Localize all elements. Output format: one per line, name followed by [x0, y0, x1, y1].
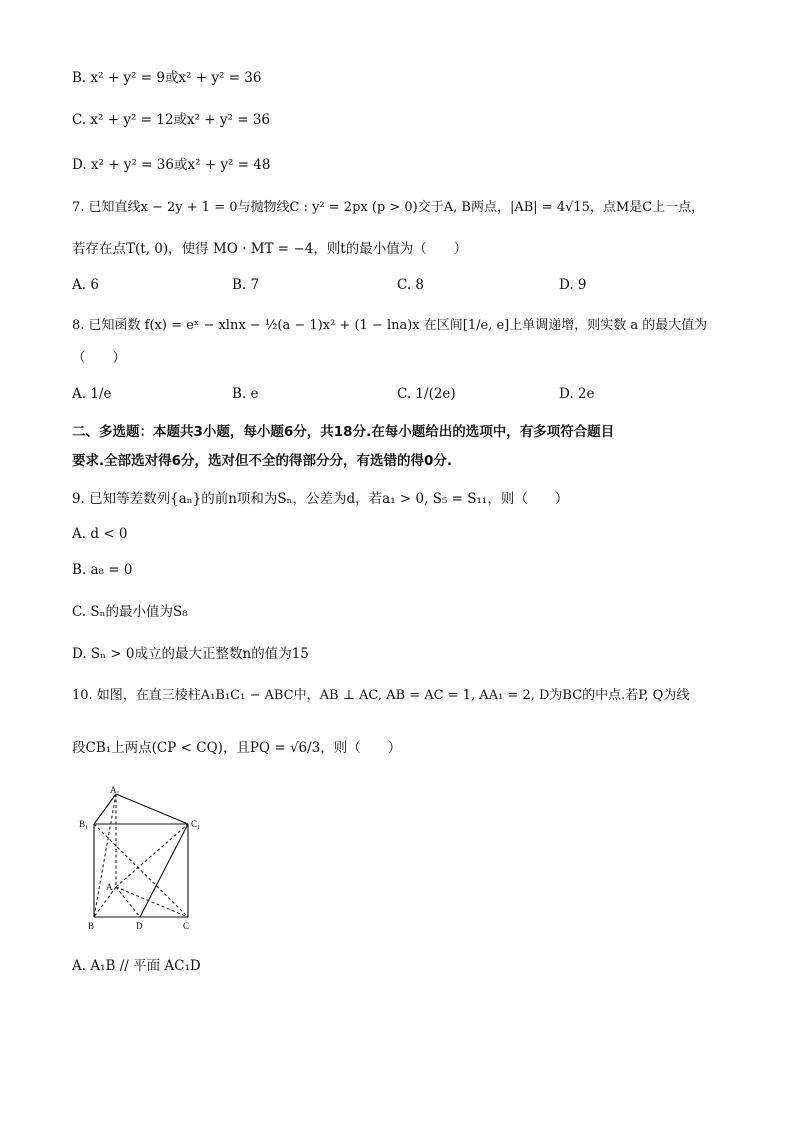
q8-options: [72, 384, 732, 424]
edge-a1-c1: [116, 794, 188, 824]
q7-option-a: A. 6: [72, 277, 99, 293]
q10-stem-line1: 10. 如图，在直三棱柱A₁B₁C₁ − ABC中，AB ⊥ AC, AB = AC = 1, AA₁ = 2, D为BC的中点.若P, Q为线: [72, 688, 690, 703]
q6-option-d: D. x² + y² = 36或x² + y² = 48: [72, 157, 271, 173]
q8-option-a: A. 1/e: [72, 386, 112, 402]
edge-a-c: [116, 887, 188, 917]
edge-a1-b: [94, 794, 116, 917]
q7-option-c: C. 8: [397, 277, 425, 293]
label-b: B: [88, 921, 95, 931]
q9-option-a: A. d < 0: [72, 526, 128, 542]
q9-option-c: C. Sₙ的最小值为S₈: [72, 604, 188, 620]
section2-heading-line2: 要求.全部选对得6分，选对但不全的得部分分，有选错的得0分.: [72, 453, 453, 469]
label-b1: B₁: [79, 819, 89, 829]
q7-option-d: D. 9: [559, 277, 587, 293]
edge-a-c1: [116, 824, 188, 887]
edge-a1-b1: [94, 794, 116, 824]
q7-option-b: B. 7: [232, 277, 260, 293]
label-d: D: [136, 921, 143, 931]
q10-option-a: A. A₁B // 平面 AC₁D: [72, 958, 201, 974]
label-a1: A₁: [110, 785, 120, 795]
q9-option-b: B. a₈ = 0: [72, 562, 133, 578]
q9-stem: 9. 已知等差数列{aₙ}的前n项和为Sₙ，公差为d，若a₁ > 0, S₅ = S₁₁，则（ ）: [72, 491, 569, 507]
q8-stem-line1: 8. 已知函数 f(x) = eˣ − xlnx − ½(a − 1)x² + (1 − lna)x 在区间[1/e, e]上单调递增，则实数 a 的最大值为: [72, 318, 708, 333]
section2-heading-line1: 二、多选题：本题共3小题，每小题6分，共18分.在每小题给出的选项中，有多项符合题目: [72, 424, 615, 440]
q8-option-d: D. 2e: [559, 386, 595, 402]
q7-options: [72, 275, 732, 315]
label-a: A: [106, 882, 113, 892]
edge-a-b: [94, 887, 116, 917]
q10-stem-line2: 段CB₁上两点(CP < CQ)，且PQ = √6/3，则（ ）: [72, 740, 402, 756]
label-c: C: [183, 921, 190, 931]
q9-option-d: D. Sₙ > 0成立的最大正整数n的值为15: [72, 646, 309, 662]
q6-option-c: C. x² + y² = 12或x² + y² = 36: [72, 112, 270, 128]
label-c1: C₁: [191, 819, 201, 829]
q7-stem-line2: 若存在点T(t, 0)，使得 MO · MT = −4，则t的最小值为（ ）: [72, 241, 468, 257]
prism-figure: [72, 784, 222, 934]
q6-option-b: B. x² + y² = 9或x² + y² = 36: [72, 70, 262, 86]
q8-option-b: B. e: [232, 386, 259, 402]
q8-option-c: C. 1/(2e): [397, 386, 456, 402]
edge-c1-d: [140, 824, 188, 917]
q7-stem-line1: 7. 已知直线x − 2y + 1 = 0与抛物线C : y² = 2px (p > 0)交于A, B两点，|AB| = 4√15，点M是C上一点，: [72, 200, 705, 215]
q8-stem-line2: （ ）: [72, 350, 126, 366]
